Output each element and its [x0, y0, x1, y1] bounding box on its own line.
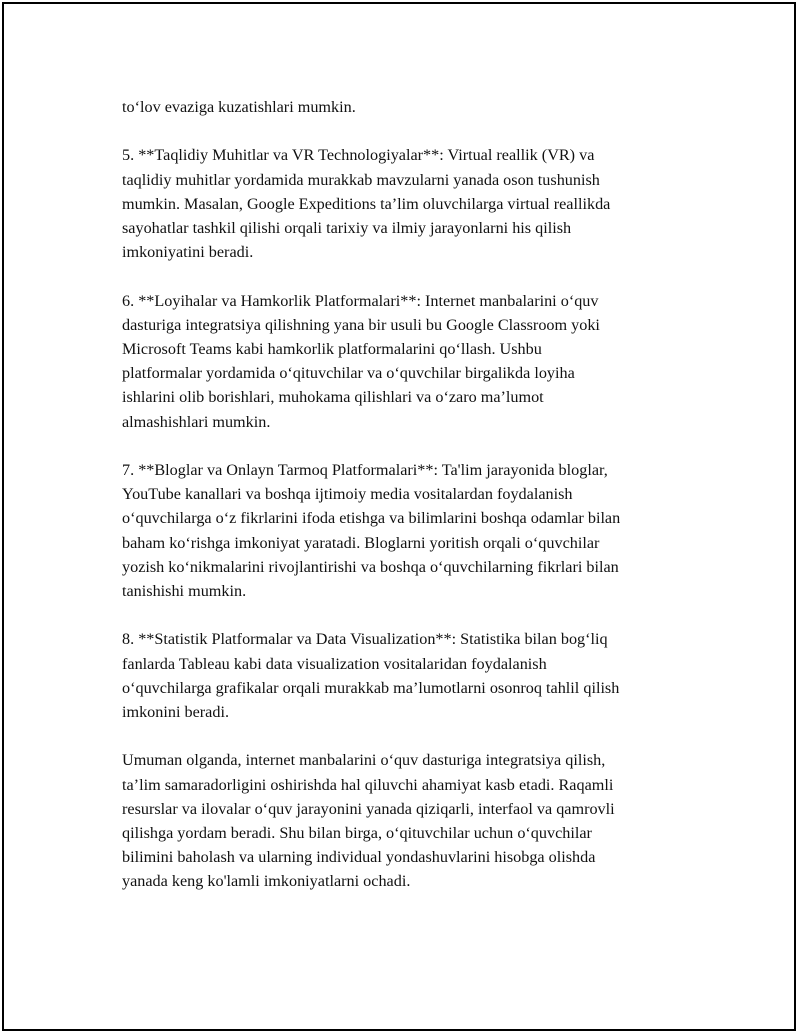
text-line: 8. **Statistik Platformalar va Data Visualization**: Statistika bilan bog‘liq — [122, 630, 608, 649]
text-line: imkoniyatini beradi. — [122, 243, 254, 262]
page-frame — [2, 2, 796, 1031]
text-line: to‘lov evaziga kuzatishlari mumkin. — [122, 98, 356, 116]
text-line: resurslar va ilovalar o‘quv jarayonini yanada qiziqarli, interfaol va qamrovli — [122, 799, 615, 818]
text-line: platformalar yordamida o‘qituvchilar va o‘quvchilar birgalikda loyiha — [122, 364, 575, 383]
paragraph — [122, 143, 702, 264]
text-line: YouTube kanallari va boshqa ijtimoiy media vositalardan foydalanish — [122, 485, 573, 504]
text-line: Microsoft Teams kabi hamkorlik platformalarini qo‘llash. Ushbu — [122, 340, 542, 358]
document-body — [122, 95, 702, 918]
text-line: 6. **Loyihalar va Hamkorlik Platformalari**: Internet manbalarini o‘quv — [122, 291, 599, 310]
text-line: yanada keng ko'lamli imkoniyatlarni ochadi. — [122, 872, 411, 891]
text-line: 7. **Bloglar va Onlayn Tarmoq Platformalari**: Ta'lim jarayonida bloglar, — [122, 461, 608, 479]
text-line: ta’lim samaradorligini oshirishda hal qiluvchi ahamiyat kasb etadi. Raqamli — [122, 775, 614, 794]
text-line: mumkin. Masalan, Google Expeditions ta’lim oluvchilarga virtual reallikda — [122, 194, 611, 213]
paragraph — [122, 627, 702, 724]
text-line: 5. **Taqlidiy Muhitlar va VR Technologiyalar**: Virtual reallik (VR) va — [122, 146, 595, 165]
text-line: fanlarda Tableau kabi data visualization vositalaridan foydalanish — [122, 654, 547, 673]
text-line: almashishlari mumkin. — [122, 412, 271, 431]
paragraph — [122, 748, 702, 893]
text-line: bilimini baholash va ularning individual yondashuvlarini hisobga olishda — [122, 848, 596, 867]
text-line: ishlarini olib borishlari, muhokama qilishlari va o‘zaro ma’lumot — [122, 388, 544, 407]
text-line: o‘quvchilarga grafikalar orqali murakkab ma’lumotlarni osonroq tahlil qilish — [122, 678, 620, 697]
paragraph — [122, 95, 702, 119]
text-line: dasturiga integratsiya qilishning yana bir usuli bu Google Classroom yoki — [122, 315, 600, 334]
text-line: tanishishi mumkin. — [122, 582, 247, 601]
text-line: sayohatlar tashkil qilishi orqali tarixiy va ilmiy jarayonlarni his qilish — [122, 219, 572, 237]
text-line: yozish ko‘nikmalarini rivojlantirishi va boshqa o‘quvchilarning fikrlari bilan — [122, 557, 619, 576]
text-line: baham ko‘rishga imkoniyat yaratadi. Bloglarni yoritish orqali o‘quvchilar — [122, 533, 600, 552]
text-line: imkonini beradi. — [122, 703, 229, 722]
paragraph — [122, 289, 702, 434]
paragraph — [122, 458, 702, 603]
text-line: o‘quvchilarga o‘z fikrlarini ifoda etishga va bilimlarini boshqa odamlar bilan — [122, 509, 621, 528]
text-line: qilishga yordam beradi. Shu bilan birga, o‘qituvchilar uchun o‘quvchilar — [122, 824, 592, 843]
text-line: Umuman olganda, internet manbalarini o‘quv dasturiga integratsiya qilish, — [122, 751, 606, 770]
text-line: taqlidiy muhitlar yordamida murakkab mavzularni yanada oson tushunish — [122, 170, 600, 189]
